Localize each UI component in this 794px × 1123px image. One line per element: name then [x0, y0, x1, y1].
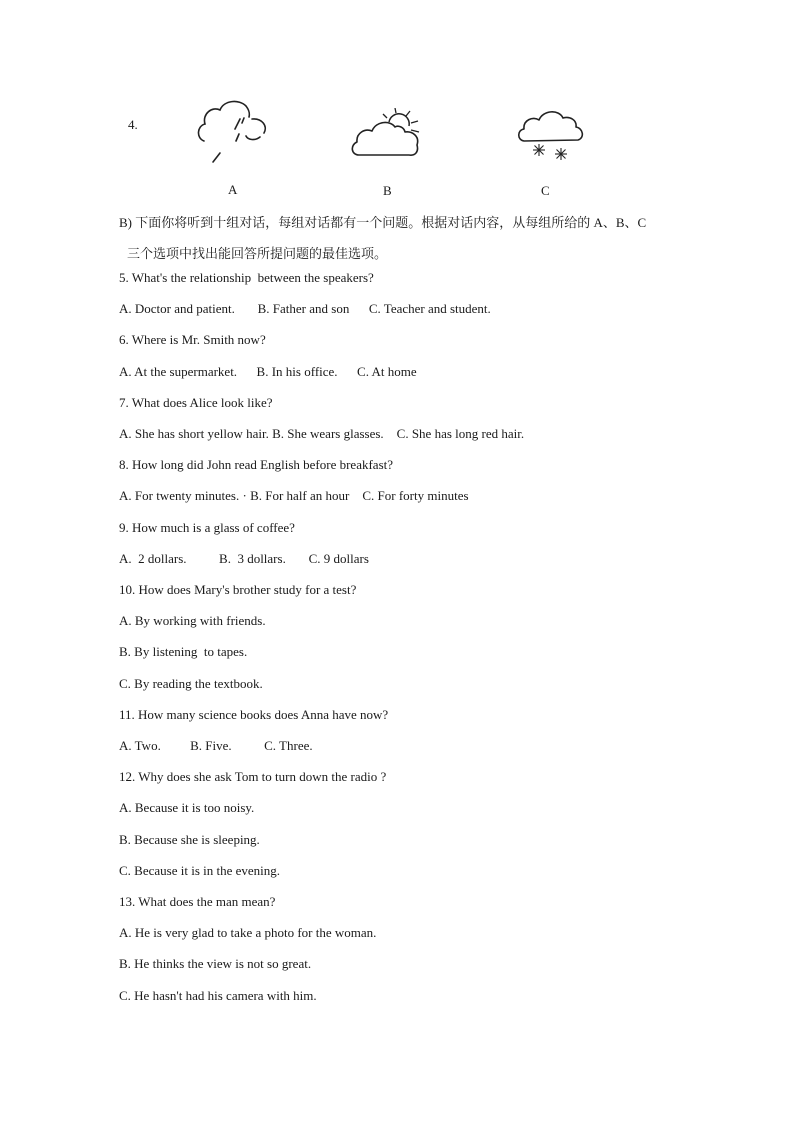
question-5-options: A. Doctor and patient. B. Father and son C. Teacher and student. [119, 301, 491, 316]
question-5: 5. What's the relationship between the speakers? [119, 270, 374, 285]
cloud-rain-icon [195, 96, 270, 166]
cloud-snow-icon [515, 108, 587, 166]
option-label-c: C [541, 183, 550, 198]
question-12-option-c: C. Because it is in the evening. [119, 863, 281, 878]
question-12-option-a: A. Because it is too noisy. [119, 800, 255, 815]
question-13-option-a: A. He is very glad to take a photo for the woman. [119, 925, 377, 940]
question-10-option-b: B. By listening to tapes. [119, 644, 248, 659]
option-label-b: B [383, 183, 392, 198]
section-b-instructions [119, 207, 699, 269]
question-10-option-c: C. By reading the textbook. [119, 676, 263, 691]
question-4-number: 4. [128, 117, 138, 132]
question-12-option-b: B. Because she is sleeping. [119, 832, 260, 847]
question-9-options: A. 2 dollars. B. 3 dollars. C. 9 dollars [119, 551, 369, 566]
sun-behind-cloud-icon [349, 108, 425, 160]
option-label-a: A [228, 182, 238, 197]
section-b-line-1: B) 下面你将听到十组对话，每组对话都有一个问题。根据对话内容，从每组所给的 A、B、C [119, 215, 647, 230]
section-b-line-2: 三个选项中找出能回答所提问题的最佳选项。 [127, 246, 388, 261]
question-6-options: A. At the supermarket. B. In his office. C. At home [119, 364, 417, 379]
question-6: 6. Where is Mr. Smith now? [119, 332, 266, 347]
question-13-option-c: C. He hasn't had his camera with him. [119, 988, 317, 1003]
question-7-options: A. She has short yellow hair. B. She wears glasses. C. She has long red hair. [119, 426, 525, 441]
question-9: 9. How much is a glass of coffee? [119, 520, 295, 535]
question-13: 13. What does the man mean? [119, 894, 276, 909]
question-11: 11. How many science books does Anna have now? [119, 707, 389, 722]
question-7: 7. What does Alice look like? [119, 395, 273, 410]
question-8: 8. How long did John read English before breakfast? [119, 457, 394, 472]
question-10: 10. How does Mary's brother study for a test? [119, 582, 357, 597]
question-10-option-a: A. By working with friends. [119, 613, 266, 628]
question-8-options: A. For twenty minutes. · B. For half an hour C. For forty minutes [119, 488, 469, 503]
question-11-options: A. Two. B. Five. C. Three. [119, 738, 313, 753]
question-12: 12. Why does she ask Tom to turn down the radio ? [119, 769, 387, 784]
question-13-option-b: B. He thinks the view is not so great. [119, 956, 312, 971]
